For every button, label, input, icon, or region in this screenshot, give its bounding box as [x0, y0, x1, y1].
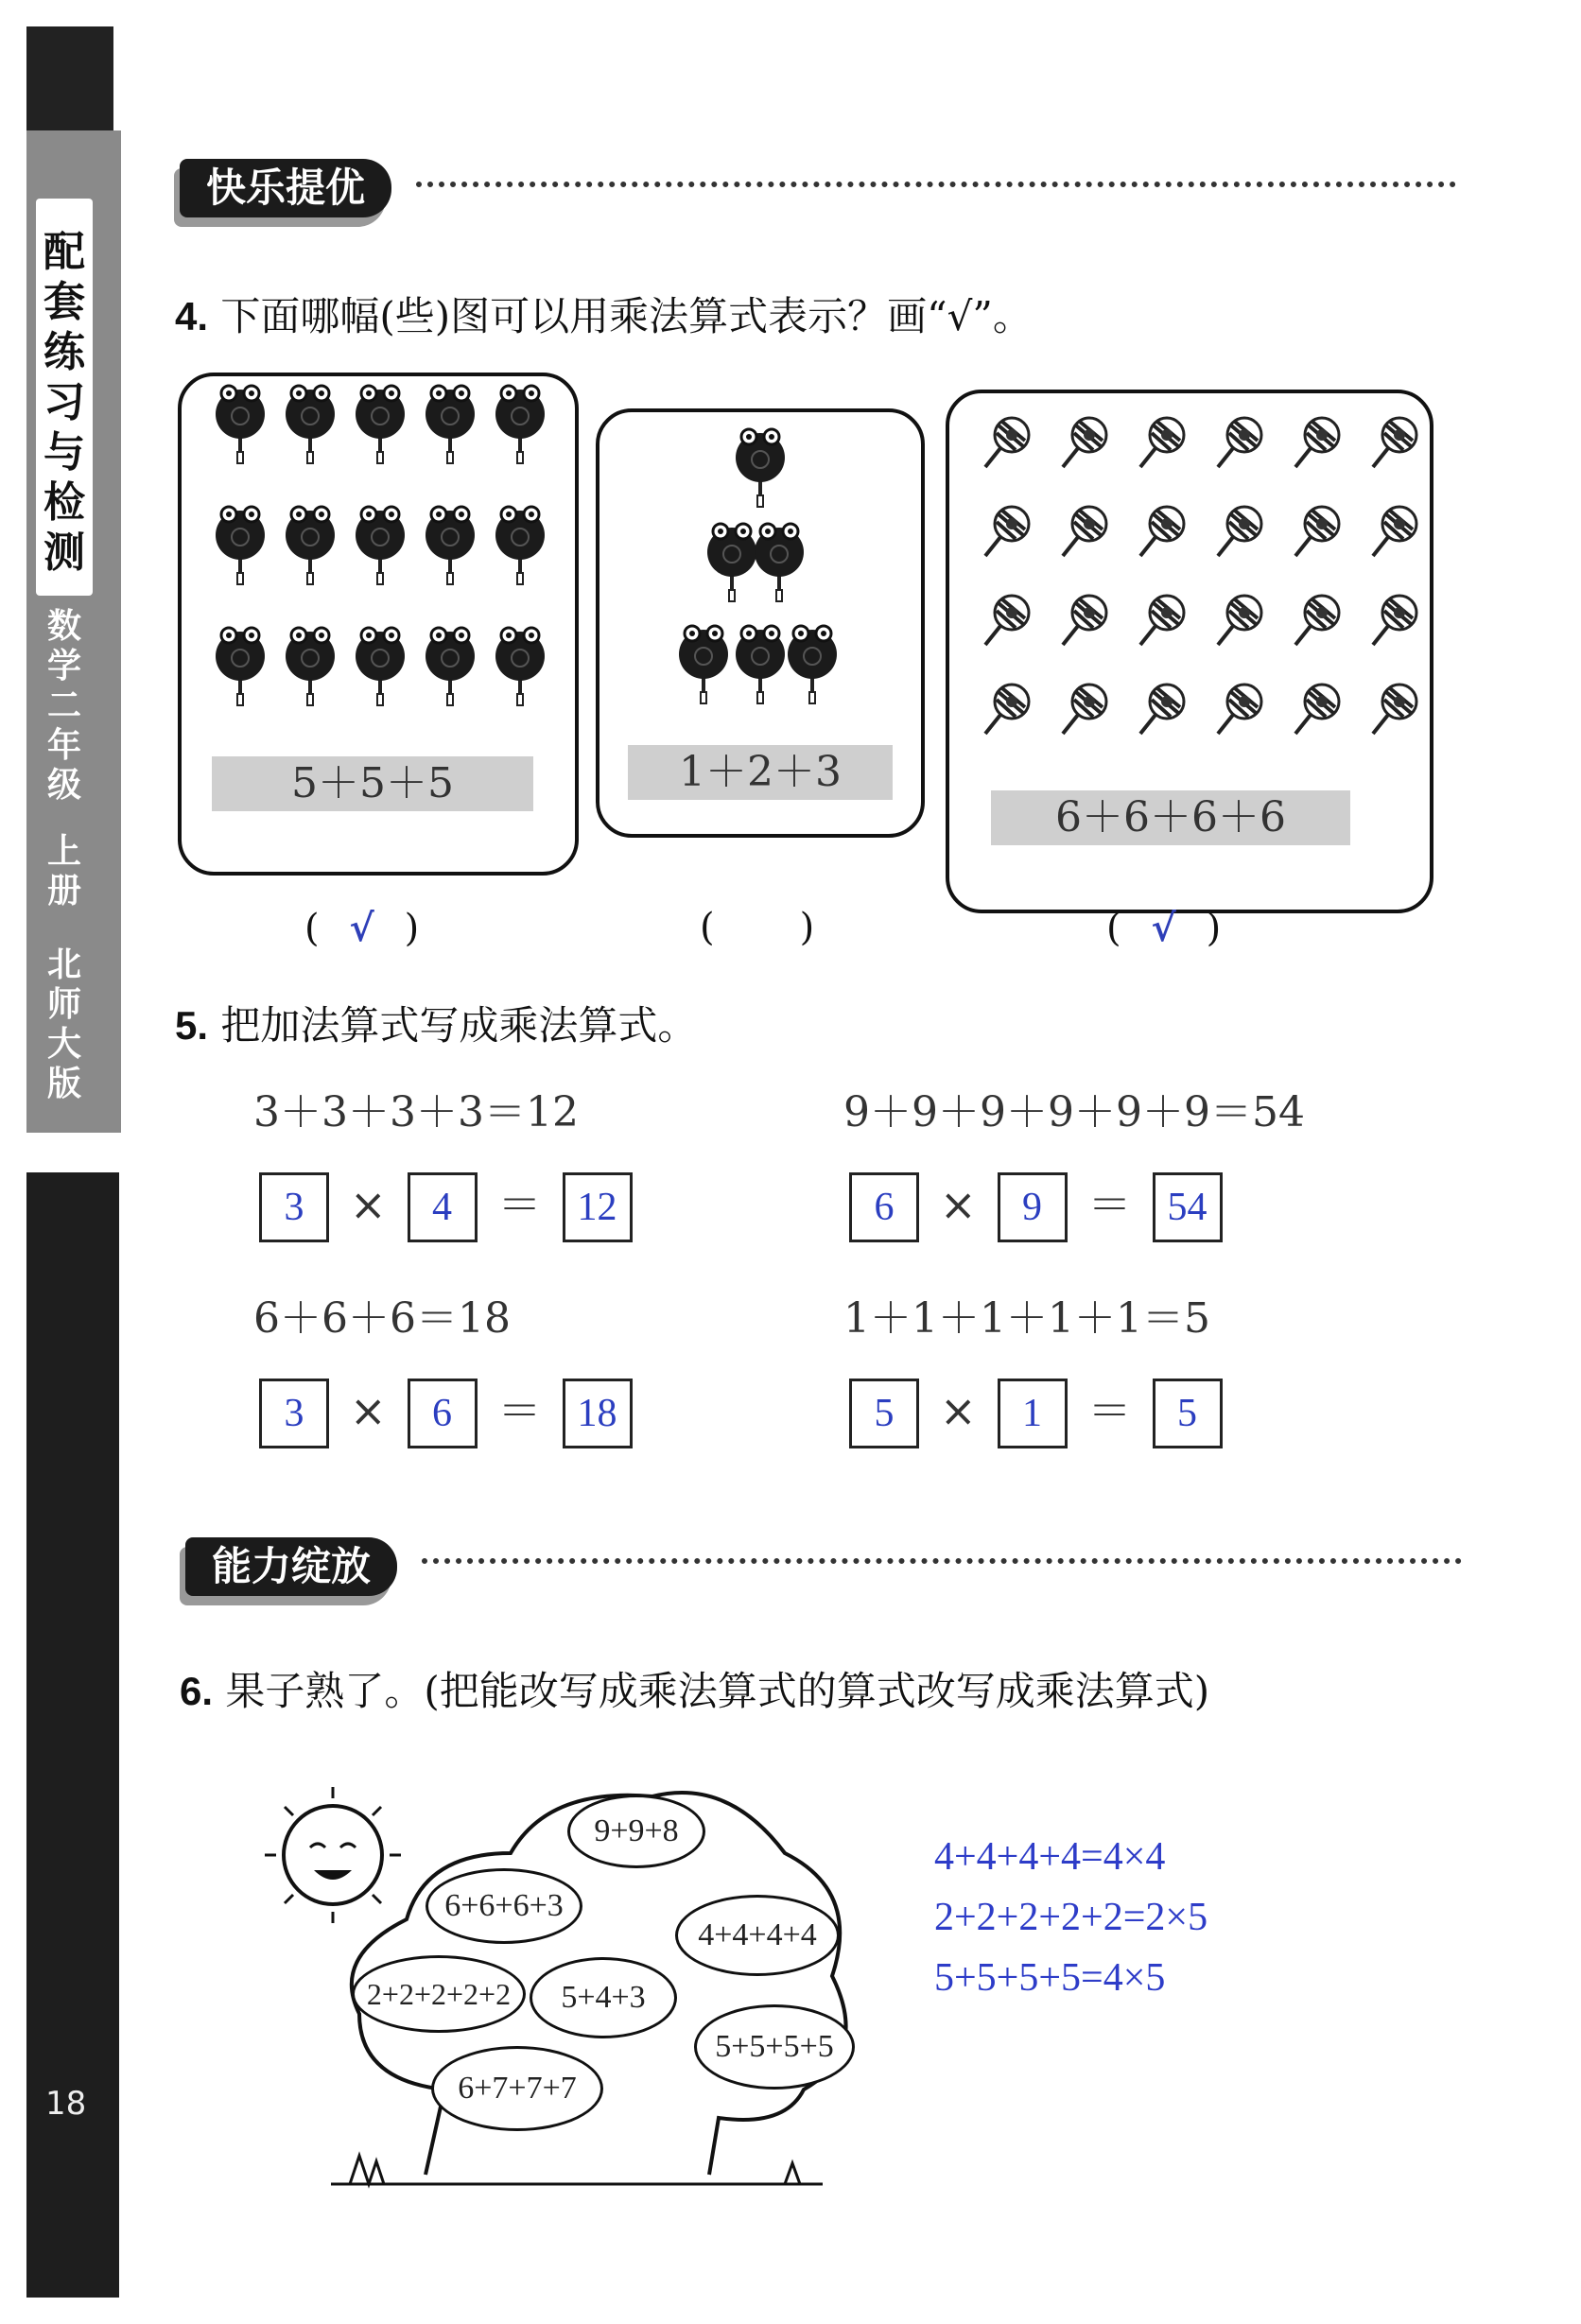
factor-box: 5: [849, 1379, 919, 1448]
answer-slot-2: [700, 906, 814, 949]
factor-box: 3: [259, 1379, 329, 1448]
paren-close: ): [404, 907, 420, 950]
paren-close: ): [799, 906, 815, 949]
spine-sub-char: 大: [46, 1025, 81, 1064]
paren-open: (: [700, 906, 715, 949]
question-number: 6.: [180, 1669, 214, 1713]
times-sign: ×: [940, 1385, 977, 1436]
addition-expression: 3＋3＋3＋3＝12: [253, 1088, 579, 1136]
spine-title-char: 与: [43, 428, 85, 477]
frog-lollipop-grid: [182, 376, 575, 754]
spine-sub-char: 年: [46, 726, 81, 765]
spine-title-char: 习: [43, 378, 85, 426]
equals-sign: ＝: [1087, 1179, 1132, 1230]
spine-sub-char: 册: [46, 872, 81, 911]
frog-triangle: [599, 412, 921, 724]
product-box: 5: [1153, 1379, 1223, 1448]
question-4-line: [175, 286, 1033, 342]
spine-title-char: 套: [43, 278, 85, 326]
spine-top-band: [26, 26, 113, 130]
paren-open: (: [1106, 907, 1121, 950]
fruit: 6+6+6+3: [426, 1868, 582, 1944]
question-number: 4.: [175, 294, 209, 338]
fruit: 4+4+4+4: [675, 1895, 840, 1976]
factor-box: 6: [849, 1172, 919, 1242]
multiplication-row: [849, 1379, 1223, 1448]
fruit: 9+9+8: [567, 1795, 705, 1868]
paren-open: (: [304, 907, 320, 950]
spine-title-char: 测: [43, 529, 85, 577]
addition-expression: 1＋1＋1＋1＋1＝5: [843, 1294, 1210, 1343]
panel-label: 5＋5＋5: [212, 756, 533, 811]
factor-box: 4: [408, 1172, 478, 1242]
question-text: 果子熟了。(把能改写成乘法算式的算式改写成乘法算式): [225, 1668, 1210, 1714]
checkmark: √: [1151, 906, 1176, 950]
equals-sign: ＝: [1087, 1385, 1132, 1436]
spine-sub-char: 二: [46, 686, 81, 725]
question-5-line: [175, 995, 697, 1051]
answer-slot-1: [304, 906, 419, 950]
spine-bottom-band: [26, 1172, 119, 2298]
times-sign: ×: [350, 1179, 387, 1230]
spine-sub-char: 数: [46, 607, 81, 646]
candy-grid: [949, 393, 1430, 790]
paren-close: ): [1206, 907, 1222, 950]
spine-sub-char: 北: [46, 945, 81, 984]
section-divider-dots: [422, 1558, 1462, 1564]
question-number: 5.: [175, 1003, 209, 1048]
factor-box: 1: [998, 1379, 1068, 1448]
answer-slot-3: [1106, 906, 1221, 950]
multiplication-row: [259, 1172, 633, 1242]
fruit: 6+7+7+7: [431, 2046, 603, 2131]
answer-line: 5+5+5+5=4×5: [934, 1956, 1166, 2000]
spine-sub-char: 级: [46, 766, 81, 805]
equals-sign: ＝: [497, 1179, 542, 1230]
fruit: 5+4+3: [530, 1957, 677, 2038]
equals-sign: ＝: [497, 1385, 542, 1436]
question-6-line: [180, 1660, 1209, 1717]
answer-line: 2+2+2+2+2=2×5: [934, 1896, 1208, 1939]
multiplication-row: [259, 1379, 633, 1448]
spine-sub-char: 学: [46, 647, 81, 685]
multiplication-row: [849, 1172, 1223, 1242]
section-header-2: 能力绽放: [185, 1537, 397, 1596]
addition-expression: 9＋9＋9＋9＋9＋9＝54: [843, 1088, 1305, 1136]
question-text: 下面哪幅(些)图可以用乘法算式表示？画“√”。: [220, 293, 1033, 339]
spine-title-char: 练: [43, 328, 85, 376]
picture-panel-2: [596, 408, 925, 838]
spine-title-char: 配: [43, 228, 85, 276]
spine-sub-char: 师: [46, 985, 81, 1024]
fruit: 2+2+2+2+2: [352, 1955, 526, 2033]
factor-box: 6: [408, 1379, 478, 1448]
times-sign: ×: [940, 1179, 977, 1230]
picture-panel-3: [946, 390, 1433, 913]
picture-panel-1: [178, 373, 579, 876]
product-box: 18: [563, 1379, 633, 1448]
factor-box: 3: [259, 1172, 329, 1242]
answer-line: 4+4+4+4=4×4: [934, 1835, 1166, 1879]
addition-expression: 6＋6＋6＝18: [253, 1294, 511, 1343]
spine-title-char: 检: [43, 478, 85, 527]
times-sign: ×: [350, 1385, 387, 1436]
product-box: 12: [563, 1172, 633, 1242]
sun-icon: [265, 1787, 401, 1923]
spine-sub-char: 上: [46, 832, 81, 871]
question-text: 把加法算式写成乘法算式。: [220, 1002, 698, 1049]
section-divider-dots: [416, 182, 1456, 187]
panel-label: 1＋2＋3: [628, 745, 893, 800]
product-box: 54: [1153, 1172, 1223, 1242]
fruit: 5+5+5+5: [694, 2004, 855, 2090]
factor-box: 9: [998, 1172, 1068, 1242]
panel-label: 6＋6＋6＋6: [991, 790, 1350, 845]
spine-sub-char: 版: [46, 1065, 81, 1103]
checkmark: √: [349, 906, 374, 950]
page-number: 18: [45, 2085, 87, 2123]
section-header-1: 快乐提优: [180, 159, 391, 217]
